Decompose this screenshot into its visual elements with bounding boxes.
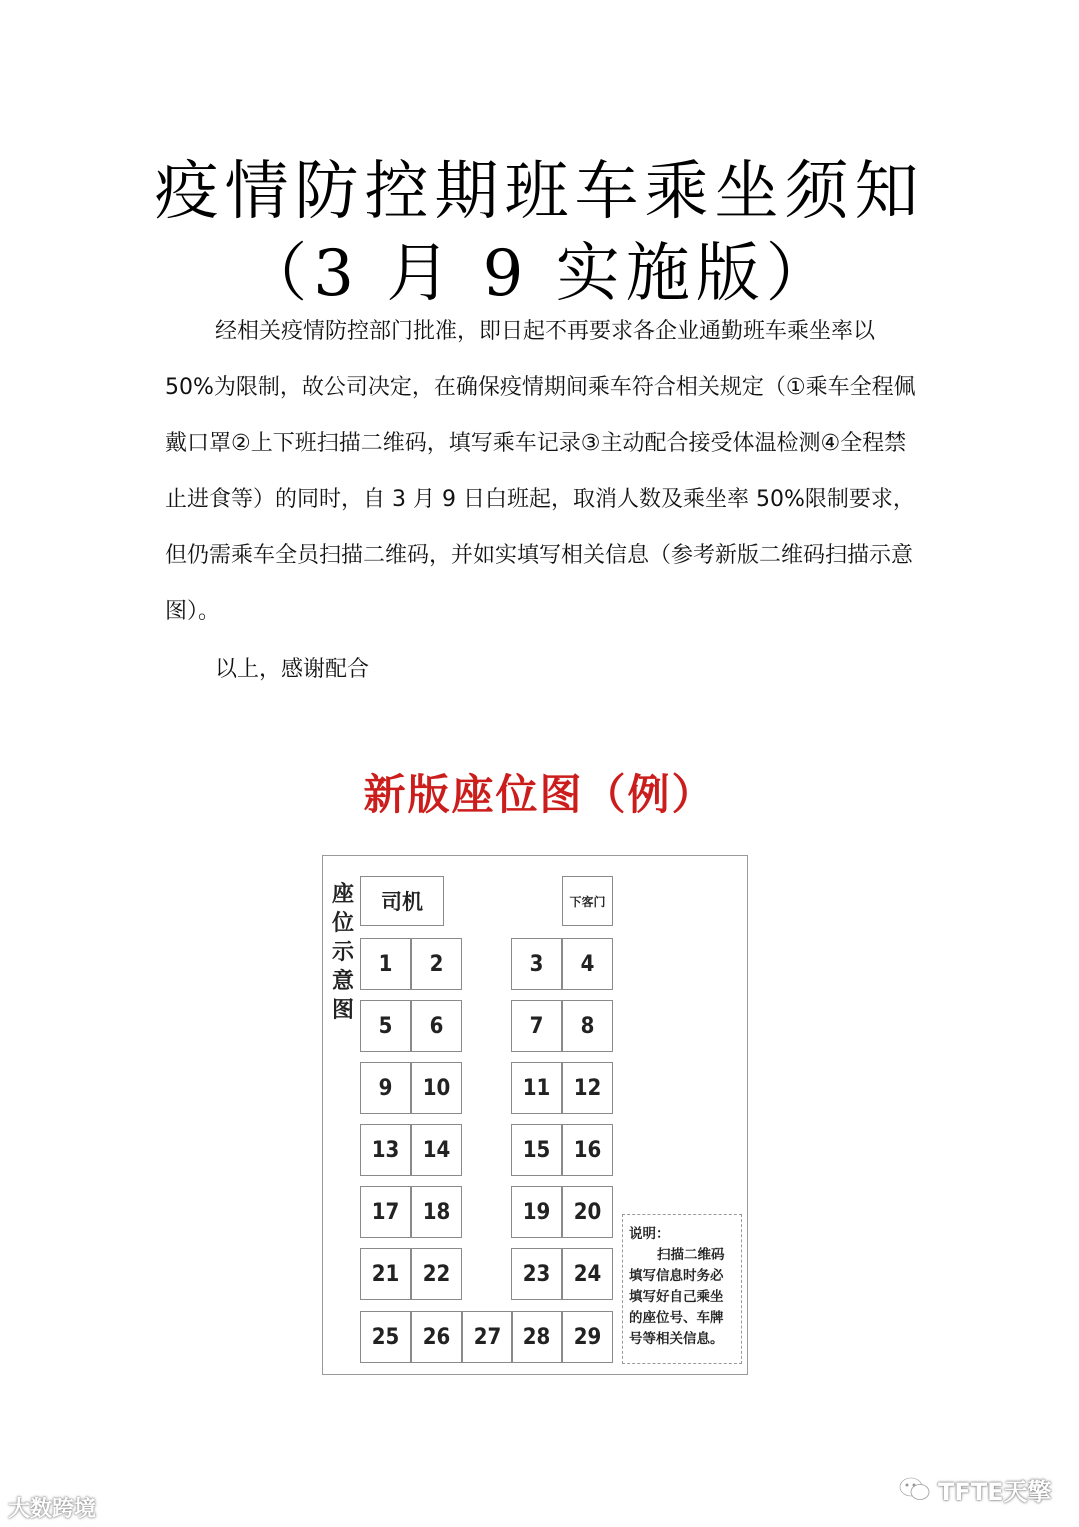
side-label-char: 座: [331, 882, 354, 907]
seat-7: 7: [511, 1000, 562, 1052]
note-heading: 说明：: [629, 1226, 670, 1242]
seat-map-title: 新版座位图（例）: [363, 770, 716, 819]
watermark-right-text: TFTE天擎: [938, 1477, 1052, 1506]
seat-10: 10: [411, 1062, 462, 1114]
side-label-char: 位: [331, 911, 354, 936]
seat-28: 28: [511, 1311, 562, 1363]
seat-19: 19: [511, 1186, 562, 1238]
side-label-char: 图: [331, 998, 354, 1023]
seat-map-side-label: [330, 880, 356, 1025]
seat-map-note: [622, 1214, 742, 1364]
seat-14: 14: [411, 1124, 462, 1176]
notice-subtitle: （3 月 9 实施版）: [243, 237, 836, 311]
wechat-icon: [898, 1475, 932, 1503]
side-label-char: 意: [331, 969, 354, 994]
seat-6: 6: [411, 1000, 462, 1052]
seat-22: 22: [411, 1248, 462, 1300]
side-label-char: 示: [331, 940, 354, 965]
seat-25: 25: [360, 1311, 411, 1363]
note-body: 扫描二维码填写信息时务必填写好自己乘坐的座位号、车牌号等相关信息。: [629, 1247, 725, 1347]
notice-body-paragraph: 经相关疫情防控部门批准，即日起不再要求各企业通勤班车乘坐率以 50%为限制，故公司决定，在确保疫情期间乘车符合相关规定（①乘车全程佩戴口罩②上下班扫描二维码，填写乘车记录③主动配合接受体温检测④全程禁止进食等）的同时，自 3 月 9 日白班起，取消人数及乘坐率 50%限制要求，但仍需乘车全员扫描二维码，并如实填写相关信息（参考新版二维码扫描示意图）。: [165, 319, 916, 624]
seat-13: 13: [360, 1124, 411, 1176]
notice-closing: 以上，感谢配合: [215, 657, 370, 682]
seat-20: 20: [562, 1186, 613, 1238]
exit-door: 下客门: [562, 876, 613, 926]
seat-21: 21: [360, 1248, 411, 1300]
seat-15: 15: [511, 1124, 562, 1176]
driver-seat: 司机: [360, 876, 444, 926]
seat-23: 23: [511, 1248, 562, 1300]
seat-8: 8: [562, 1000, 613, 1052]
seat-1: 1: [360, 938, 411, 990]
seat-24: 24: [562, 1248, 613, 1300]
seat-16: 16: [562, 1124, 613, 1176]
seat-2: 2: [411, 938, 462, 990]
seat-3: 3: [511, 938, 562, 990]
seat-11: 11: [511, 1062, 562, 1114]
seat-4: 4: [562, 938, 613, 990]
watermark-right: [898, 1472, 1052, 1506]
seat-18: 18: [411, 1186, 462, 1238]
watermark-left: 大数跨境: [8, 1497, 97, 1522]
seat-27: 27: [462, 1311, 513, 1363]
notice-title: 疫情防控期班车乘坐须知: [154, 155, 925, 229]
seat-29: 29: [562, 1311, 613, 1363]
seat-9: 9: [360, 1062, 411, 1114]
seat-12: 12: [562, 1062, 613, 1114]
seat-17: 17: [360, 1186, 411, 1238]
seat-26: 26: [411, 1311, 462, 1363]
seat-5: 5: [360, 1000, 411, 1052]
